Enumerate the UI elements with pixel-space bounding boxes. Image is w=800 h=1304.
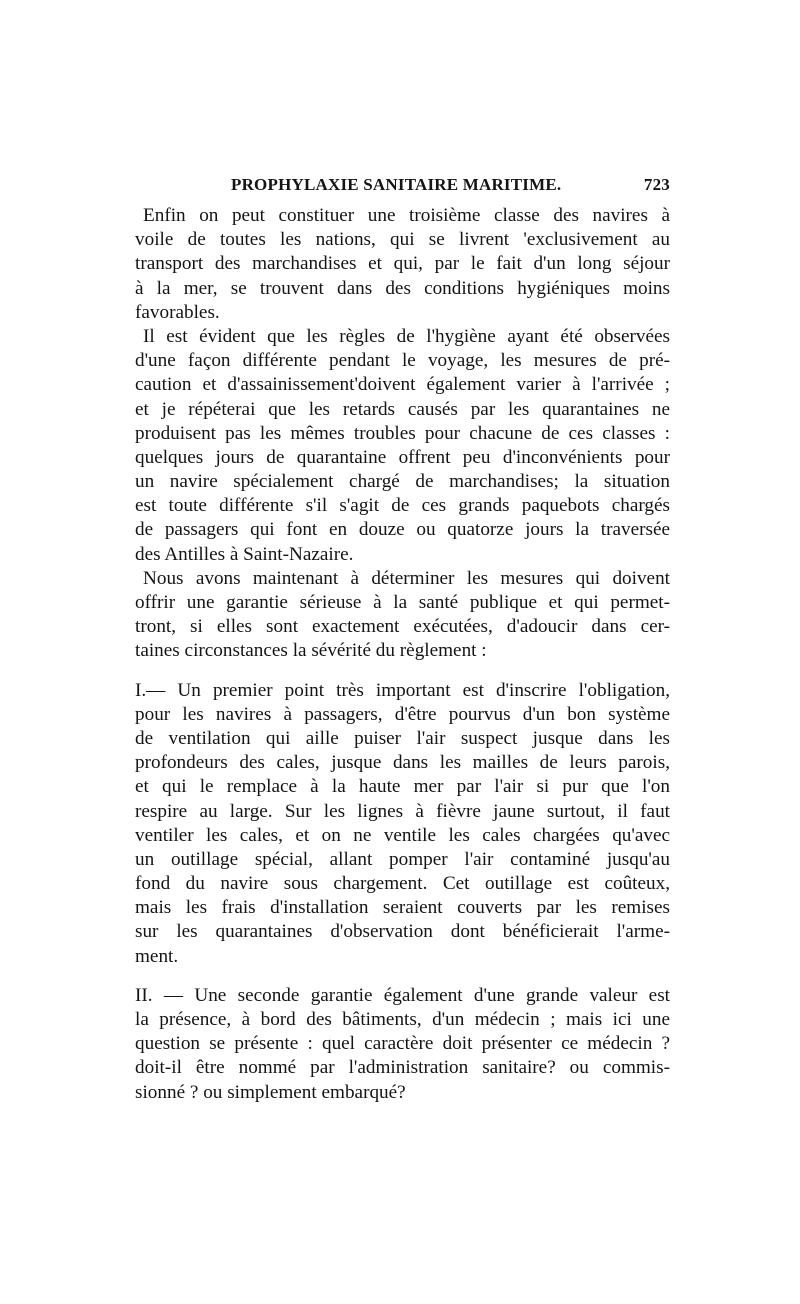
text-line: voile de toutes les nations, qui se livrent 'exclusivement au <box>135 229 670 251</box>
text-line: ventiler les cales, et on ne ventile les cales chargées qu'avec <box>135 824 670 846</box>
text-line: la présence, à bord des bâtiments, d'un médecin ; mais ici une <box>135 1009 670 1030</box>
text-line: II. — Une seconde garantie également d'une grande valeur est <box>135 984 670 1006</box>
text-line: et qui le remplace à la haute mer par l'air si pur que l'on <box>135 776 670 798</box>
text-line: d'une façon différente pendant le voyage, les mesures de pré- <box>135 350 670 372</box>
text-line: caution et d'assainissement'doivent également varier à l'arrivée ; <box>135 374 670 396</box>
text-line: mais les frais d'installation seraient couverts par les remises <box>135 897 670 919</box>
text-line: produisent pas les mêmes troubles pour chacune de ces classes : <box>135 422 670 444</box>
text-line: de passagers qui font en douze ou quatorze jours la traversée <box>135 519 670 541</box>
text-line: un navire spécialement chargé de marchandises; la situation <box>135 471 670 493</box>
text-line: Nous avons maintenant à déterminer les mesures qui doivent <box>143 567 670 589</box>
text-line: doit-il être nommé par l'administration sanitaire? ou commis- <box>135 1057 670 1079</box>
text-line: un outillage spécial, allant pomper l'air contaminé jusqu'au <box>135 848 670 870</box>
text-line: Enfin on peut constituer une troisième classe des navires à <box>143 205 670 226</box>
text-line: offrir une garantie sérieuse à la santé publique et qui permet- <box>135 592 670 613</box>
text-line: tront, si elles sont exactement exécutées, d'adoucir dans cer- <box>135 616 670 638</box>
text-line: sur les quarantaines d'observation dont bénéficierait l'arme- <box>135 921 670 943</box>
text-line: ment. <box>135 945 179 967</box>
text-line: transport des marchandises et qui, par le fait d'un long séjour <box>135 253 670 275</box>
text-line: à la mer, se trouvent dans des conditions hygiéniques moins <box>135 277 670 299</box>
paragraph-gap <box>135 969 670 984</box>
text-line: question se présente : quel caractère doit présenter ce médecin ? <box>135 1033 670 1055</box>
text-line: est toute différente s'il s'agit de ces grands paquebots chargés <box>135 495 670 517</box>
running-header <box>135 175 670 199</box>
text-line: profondeurs des cales, jusque dans les mailles de leurs parois, <box>135 752 670 774</box>
text-line: I.— Un premier point très important est d'inscrire l'obligation, <box>135 679 670 701</box>
paragraph-third-class <box>135 204 670 325</box>
paragraph-point-two <box>135 984 670 1105</box>
text-line: des Antilles à Saint-Nazaire. <box>135 543 354 565</box>
paragraph-measures <box>135 567 670 664</box>
text-line: fond du navire sous chargement. Cet outillage est coûteux, <box>135 873 670 895</box>
running-title: PROPHYLAXIE SANITAIRE MARITIME. <box>231 175 562 194</box>
text-line: quelques jours de quarantaine offrent peu d'inconvénients pour <box>135 446 670 468</box>
text-line: sionné ? ou simplement embarqué? <box>135 1081 406 1103</box>
text-line: et je répéterai que les retards causés par les quarantaines ne <box>135 398 670 420</box>
paragraph-point-one <box>135 679 670 969</box>
text-line: pour les navires à passagers, d'être pourvus d'un bon système <box>135 703 670 725</box>
text-line: taines circonstances la sévérité du règlement : <box>135 640 487 662</box>
body-text <box>135 204 670 1105</box>
text-line: favorables. <box>135 301 220 323</box>
text-line: respire au large. Sur les lignes à fièvre jaune surtout, il faut <box>135 800 670 822</box>
text-line: de ventilation qui aille puiser l'air suspect jusque dans les <box>135 727 670 749</box>
paragraph-hygiene-rules <box>135 325 670 567</box>
paragraph-gap <box>135 664 670 679</box>
page-number: 723 <box>643 175 670 194</box>
text-line: Il est évident que les règles de l'hygiène ayant été observées <box>143 325 670 347</box>
